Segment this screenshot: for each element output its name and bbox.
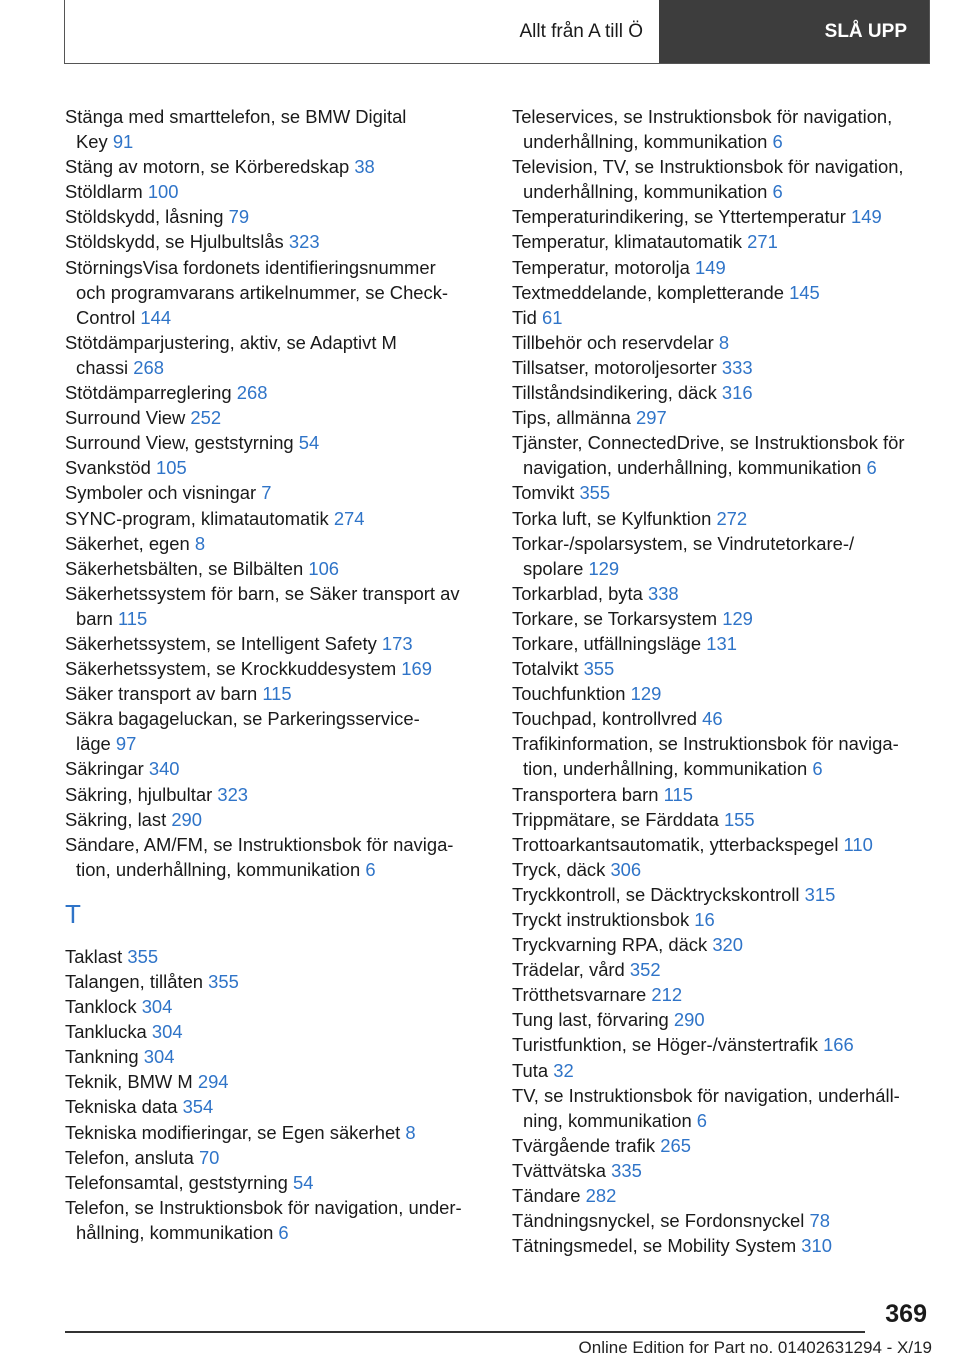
entry-text: Temperatur, motorolja [512,256,690,278]
entry-text: Säkerhet, egen [65,532,190,554]
entry-text: Taklast [65,945,123,967]
entry-text: Torkarblad, byta [512,582,643,604]
index-entry [512,731,932,781]
index-entry [65,969,485,994]
entry-text: Tillsatser, motoroljesorter [512,356,717,378]
entry-text: Stänga med smarttelefon, se BMW Digital [65,106,407,127]
index-entry [512,932,932,957]
entry-text: Tryckkontroll, se Däcktryckskontroll [512,883,800,905]
page-link[interactable]: 306 [610,858,642,880]
entry-text: underhållning, kommunikation [523,181,768,203]
entry-text: Tips, allmänna [512,407,631,429]
entry-text: Key [76,131,108,153]
entry-text: Stöldskydd, se Hjulbultslås [65,231,284,253]
index-entry [65,1170,485,1195]
index-entry [65,179,485,204]
page-link[interactable]: 6 [812,758,823,780]
index-entry [512,1133,932,1158]
entry-text: Tomvikt [512,482,575,504]
entry-text: Säkerhetsbälten, se Bilbälten [65,557,304,579]
index-entry [65,380,485,405]
page-link[interactable]: 323 [217,783,249,805]
index-entry [65,994,485,1019]
index-entry [65,756,485,781]
entry-text: Talangen, tillåten [65,971,204,992]
index-entry [512,656,932,681]
edition-text: Online Edition for Part no. 01402631294 - X/19 [578,1338,932,1357]
index-entry [65,430,485,455]
entry-text: Tung last, förvaring [512,1009,669,1031]
entry-text: ning, kommunikation [523,1109,692,1131]
page-link[interactable]: 6 [278,1221,289,1243]
page-number: 369 [885,1300,927,1328]
index-column-right [512,104,932,1258]
entry-text: SYNC-program, klimatautomatik [65,507,329,529]
entry-text: Tanklock [65,996,137,1018]
entry-text: Trafikinformation, se Instruktionsbok för naviga- [512,733,899,755]
index-entry [65,1044,485,1069]
index-entry [512,1032,932,1057]
entry-text: hållning, kommunikation [76,1221,274,1243]
page-link[interactable]: 129 [722,607,753,629]
index-group-s [65,104,485,882]
page-link[interactable]: 304 [143,1046,175,1068]
entry-text: navigation, underhållning, kommunikation [523,457,862,479]
entry-text: tion, underhållning, kommunikation [523,758,808,780]
tab-look-up[interactable]: SLÅ UPP [659,0,929,63]
page-link[interactable]: 252 [190,407,222,429]
entry-text: Säkerhetssystem för barn, se Säker transport av [65,582,460,604]
entry-text: Turistfunktion, se Höger-/vänstertrafik [512,1034,818,1056]
entry-text: Stötdämparreglering [65,382,232,404]
entry-text: spolare [523,557,584,579]
entry-text: Surround View, geststyrning [65,432,294,454]
page-link[interactable]: 173 [381,632,413,654]
index-entry [512,1183,932,1208]
index-entry [65,832,485,882]
index-entry [65,807,485,832]
index-entry [512,229,932,254]
page-link[interactable]: 16 [694,909,715,930]
entry-text: och programvarans artikelnummer, se Check- [76,281,449,303]
index-entry [65,681,485,706]
entry-text: Teleservices, se Instruktionsbok för navigation, [512,106,893,127]
entry-text: Transportera barn [512,783,659,805]
entry-text: Totalvikt [512,658,579,680]
index-column-left [65,104,485,1245]
entry-text: läge [76,733,111,755]
page-link[interactable]: 355 [579,482,611,504]
index-entry [512,280,932,305]
index-entry [512,957,932,982]
page-link[interactable]: 316 [721,382,753,404]
entry-text: chassi [76,356,129,378]
index-entry [512,631,932,656]
index-entry [512,907,932,932]
entry-text: Tuta [512,1059,549,1081]
section-letter: T [65,898,81,929]
entry-text: Säkring, hjulbultar [65,783,213,805]
index-entry [512,706,932,731]
index-entry [65,405,485,430]
index-entry [65,255,485,330]
page-link[interactable]: 105 [156,457,187,479]
page-link[interactable]: 355 [208,971,239,992]
page-link[interactable]: 46 [702,708,723,730]
page-link[interactable]: 8 [405,1121,416,1143]
index-entry [512,1058,932,1083]
index-entry [512,832,932,857]
index-entry [65,1120,485,1145]
entry-text: TV, se Instruktionsbok för navigation, underháll- [512,1084,900,1106]
index-entry [512,380,932,405]
entry-text: Tid [512,306,537,328]
page-link[interactable]: 355 [583,658,615,680]
index-entry [65,1019,485,1044]
page-link[interactable]: 6 [772,131,783,153]
entry-text: Touchfunktion [512,683,626,705]
page-link[interactable]: 335 [611,1159,642,1181]
index-entry [512,355,932,380]
entry-text: Telefon, ansluta [65,1146,194,1168]
index-entry [65,1069,485,1094]
index-entry [65,782,485,807]
page-link[interactable]: 155 [723,808,755,830]
page-link[interactable]: 166 [823,1034,854,1056]
header-bar [64,0,930,64]
index-entry [65,229,485,254]
page-link[interactable]: 272 [716,507,748,529]
index-entry [512,104,932,154]
entry-text: Trädelar, vård [512,959,625,981]
page-link[interactable]: 290 [673,1009,705,1031]
entry-text: Tryck, däck [512,858,606,880]
index-entry [512,882,932,907]
index-entry [65,480,485,505]
page-link[interactable]: 149 [694,256,726,278]
entry-text: Telefon, se Instruktionsbok för navigation, under- [65,1196,462,1218]
page-link[interactable]: 304 [141,996,173,1018]
index-entry [65,1145,485,1170]
footer-edition [579,1338,932,1358]
entry-text: Trötthetsvarnare [512,984,647,1006]
page-link[interactable]: 91 [112,131,134,153]
index-entry [65,656,485,681]
page-link[interactable]: 268 [236,382,268,404]
entry-text: underhållning, kommunikation [523,131,768,153]
page-link[interactable]: 54 [292,1171,314,1193]
entry-text: Sändare, AM/FM, se Instruktionsbok för naviga- [65,833,454,855]
entry-text: StörningsVisa fordonets identifieringsnummer [65,256,436,278]
entry-text: Television, TV, se Instruktionsbok för navigation, [512,156,904,178]
entry-text: Svankstöd [65,457,151,479]
entry-text: Tvättvätska [512,1159,607,1181]
page-link[interactable]: 355 [127,945,159,967]
page-link[interactable]: 54 [298,432,320,454]
entry-text: Stäng av motorn, se Körberedskap [65,156,350,178]
index-entry [65,1094,485,1119]
entry-text: Stöldskydd, låsning [65,206,224,228]
page-link[interactable]: 79 [228,206,250,228]
entry-text: Säkringar [65,758,144,780]
entry-text: tion, underhållning, kommunikation [76,858,361,880]
page-link[interactable]: 115 [262,683,292,705]
index-entry [512,782,932,807]
index-entry [65,581,485,631]
page-link[interactable]: 304 [151,1021,183,1043]
index-entry [65,1195,485,1245]
entry-text: Säker transport av barn [65,683,258,705]
entry-text: Säkerhetssystem, se Intelligent Safety [65,632,377,654]
page-link[interactable]: 169 [401,658,432,680]
entry-text: Tvärgående trafik [512,1134,656,1156]
footer-divider [65,1331,865,1333]
entry-text: Textmeddelande, kompletterande [512,281,784,303]
index-entry [512,204,932,229]
entry-text: Temperatur, klimatautomatik [512,231,742,253]
page-link[interactable]: 271 [747,231,778,253]
index-entry [512,430,932,480]
entry-text: Trippmätare, se Färddata [512,808,719,830]
entry-text: Trottoarkantsautomatik, ytterbackspegel [512,833,839,855]
page-link[interactable]: 268 [133,356,164,378]
page-link[interactable]: 8 [718,331,730,353]
page-link[interactable]: 333 [721,356,753,378]
page-link[interactable]: 115 [117,607,148,629]
page-link[interactable]: 290 [171,808,203,830]
index-entry [512,1158,932,1183]
tab-a-to-o[interactable]: Allt från A till Ö [519,20,643,42]
page-link[interactable]: 294 [197,1071,229,1093]
entry-text: Torka luft, se Kylfunktion [512,507,712,529]
entry-text: Tillståndsindikering, däck [512,382,717,404]
page-link[interactable]: 323 [288,231,320,253]
page-link[interactable]: 352 [629,959,661,981]
page-link[interactable]: 297 [636,407,667,429]
entry-text: Tätningsmedel, se Mobility System [512,1235,797,1257]
page-link[interactable]: 61 [542,306,563,328]
index-entry [65,330,485,380]
entry-text: Säkra bagageluckan, se Parkeringsservice- [65,708,420,730]
entry-text: Surround View [65,407,186,429]
index-entry [512,1233,932,1258]
entry-text: Tekniska data [65,1096,178,1118]
index-entry [512,581,932,606]
page-link[interactable]: 144 [140,306,172,328]
entry-text: Torkar-/spolarsystem, se Vindrutetorkare-/ [512,532,855,554]
entry-text: Tankning [65,1046,139,1068]
page-link[interactable]: 131 [706,632,737,654]
page-link[interactable]: 7 [261,482,272,504]
entry-text: Tändningsnyckel, se Fordonsnyckel [512,1210,805,1232]
entry-text: Tryckvarning RPA, däck [512,934,708,956]
page-link[interactable]: 212 [651,984,683,1006]
index-entry [512,1208,932,1233]
index-entry [65,154,485,179]
entry-text: Torkare, utfällningsläge [512,632,702,654]
index-entry [512,1083,932,1133]
entry-text: Säkerhetssystem, se Krockkuddesystem [65,658,397,680]
page-link[interactable]: 78 [809,1210,830,1232]
entry-text: Tanklucka [65,1021,147,1043]
entry-text: Torkare, se Torkarsystem [512,607,718,629]
page-link[interactable]: 129 [588,557,620,579]
index-entry [512,982,932,1007]
index-entry [512,154,932,204]
page-link[interactable]: 6 [772,181,783,203]
entry-text: barn [76,607,113,629]
index-entry [512,255,932,280]
index-entry [512,305,932,330]
page-link[interactable]: 315 [804,883,836,905]
page-link[interactable]: 6 [365,858,376,880]
entry-text: Symboler och visningar [65,482,257,504]
page-link[interactable]: 265 [660,1134,691,1156]
index-entry [512,1007,932,1032]
index-group-t-continued [512,104,932,1258]
index-entry [512,480,932,505]
entry-text: Temperaturindikering, se Yttertemperatur [512,206,846,228]
index-entry [65,944,485,969]
entry-text: Control [76,306,136,328]
index-entry [65,631,485,656]
page-link[interactable]: 282 [585,1185,617,1207]
entry-text: Touchpad, kontrollvred [512,708,698,730]
index-entry [65,556,485,581]
page-link[interactable]: 110 [843,833,873,855]
page-link[interactable]: 70 [198,1146,220,1168]
index-entry [65,104,485,154]
entry-text: Tjänster, ConnectedDrive, se Instruktionsbok för [512,432,905,454]
page-link[interactable]: 100 [147,181,179,203]
page-link[interactable]: 274 [333,507,365,529]
page-link[interactable]: 115 [663,783,693,805]
page-link[interactable]: 354 [182,1096,214,1118]
page-link[interactable]: 6 [866,457,877,479]
page-link[interactable]: 106 [308,557,340,579]
index-entry [512,506,932,531]
index-entry [512,531,932,581]
index-group-t [65,944,485,1245]
entry-text: Tekniska modifieringar, se Egen säkerhet [65,1121,401,1143]
index-entry [512,606,932,631]
index-entry [512,405,932,430]
entry-text: Teknik, BMW M [65,1071,193,1093]
entry-text: Säkring, last [65,808,167,830]
page-link[interactable]: 38 [354,156,375,178]
index-entry [512,807,932,832]
entry-text: Stöldlarm [65,181,143,203]
entry-text: Tillbehör och reservdelar [512,331,714,353]
page-link[interactable]: 8 [194,532,206,554]
page-link[interactable]: 310 [801,1235,832,1257]
page-link[interactable]: 6 [696,1109,708,1131]
page-link[interactable]: 145 [789,281,820,303]
page-link[interactable]: 97 [115,733,137,755]
page-link[interactable]: 340 [148,758,180,780]
index-entry [65,506,485,531]
page-link[interactable]: 149 [851,206,882,228]
page-link[interactable]: 338 [647,582,679,604]
entry-text: Stötdämparjustering, aktiv, se Adaptivt M [65,331,397,353]
page-link[interactable]: 129 [630,683,662,705]
index-entry [512,681,932,706]
entry-text: Tryckt instruktionsbok [512,909,690,930]
entry-text: Tändare [512,1185,581,1207]
index-entry [65,204,485,229]
page-link[interactable]: 32 [553,1059,574,1081]
index-entry [65,706,485,756]
index-entry [512,857,932,882]
index-entry [65,531,485,556]
page-link[interactable]: 320 [712,934,744,956]
index-entry [512,330,932,355]
index-entry [65,455,485,480]
entry-text: Telefonsamtal, geststyrning [65,1171,288,1193]
